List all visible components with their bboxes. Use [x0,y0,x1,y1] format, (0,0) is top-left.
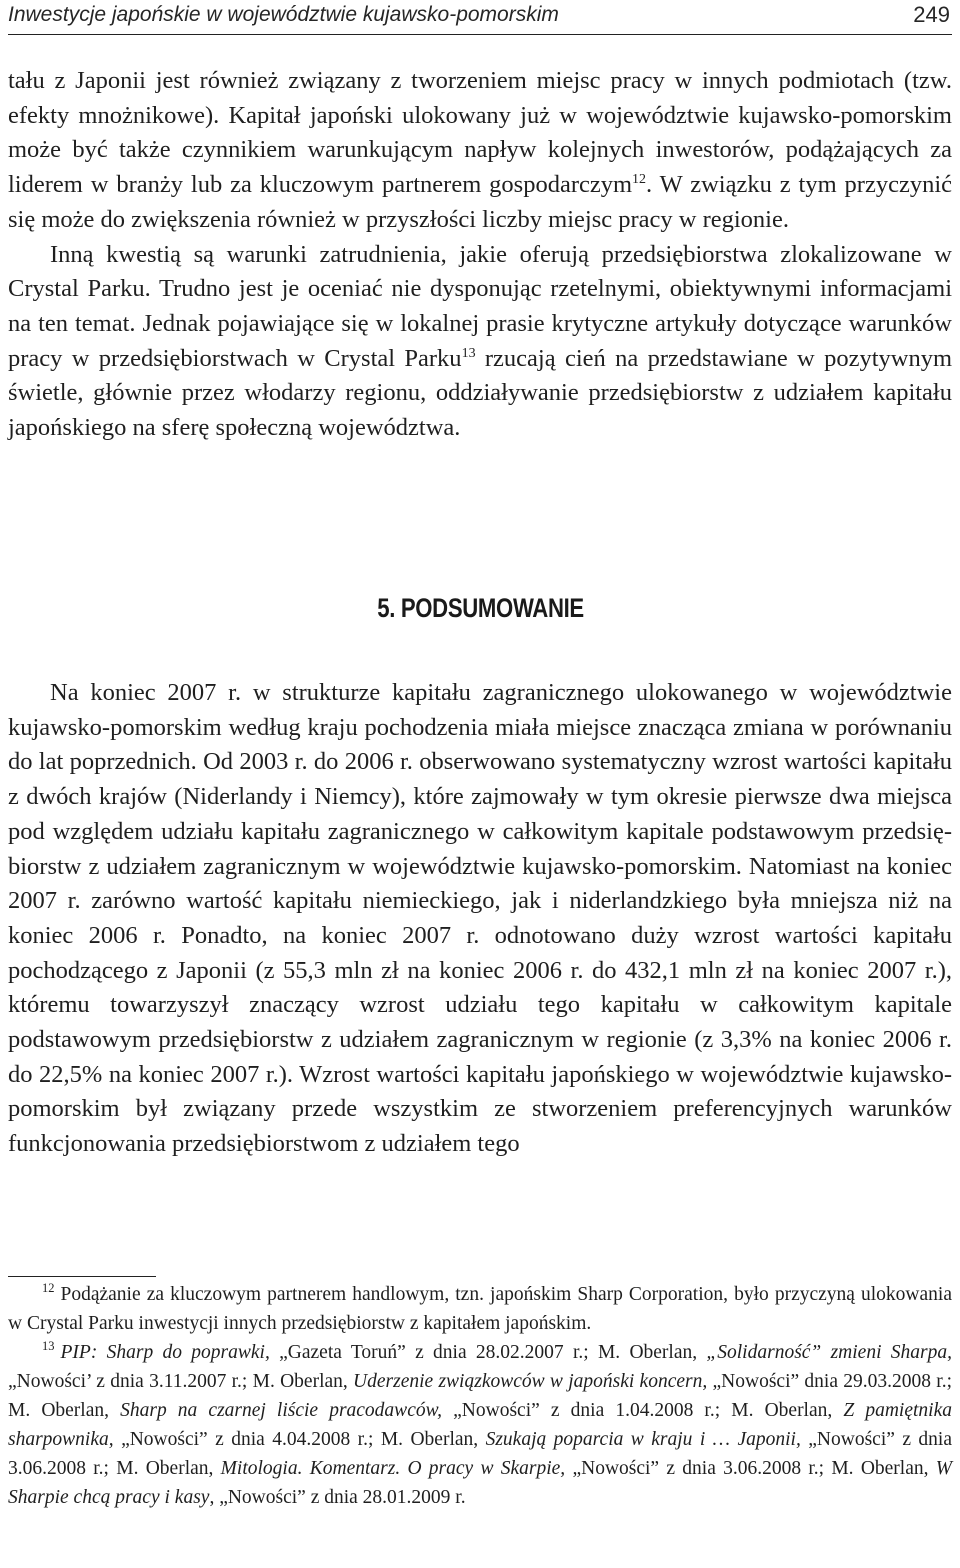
footnote-text: Podążanie za kluczowym partnerem handlowym, tzn. japońskim Sharp Corporation, było przyczyną ulokowania w Crystal Parku inwestycji innych przedsiębiorstw z kapitałem japońskim. [8,1284,952,1334]
page-number: 249 [913,2,950,27]
citation-title: Z pamiętnika sharpownika, [8,1400,952,1450]
running-header [8,0,952,35]
citation-title: PIP: Sharp do poprawki, [60,1342,270,1363]
citation-title: Mitologia. Komentarz. O pracy w Skarpie, [220,1458,566,1479]
footnote-divider [8,1276,156,1277]
citation-source: „Nowości” z dnia 4.04.2008 r.; M. Oberlan, [113,1429,486,1450]
footnote-13 [8,1338,952,1512]
body-text-upper [8,64,952,446]
paragraph-continued [8,64,952,238]
footnote-12 [8,1280,952,1338]
footnote-ref-13[interactable]: 13 [461,345,476,361]
citation-title: „Solidarność” zmieni Sharpa, [706,1342,952,1363]
citation-source: „Nowości’ z dnia 3.11.2007 r.; M. Oberlan, [8,1371,354,1392]
section-heading: 5. PODSUMOWANIE [377,593,584,623]
paragraph-text: Inną kwestią są warunki zatrudnienia, jakie oferują przedsiębiorstwa zlokalizowane w Crystal Parku. Trudno jest je oceniać nie dysponując rzetelnymi, obiektywnymi informacjami na ten temat. Jednak pojawiające się w lokalnej prasie krytyczne artykuły dotyczące warunków pracy w przedsiębiorstwach w Crystal Parku [8,240,952,372]
citation-source: „Gazeta Toruń” z dnia 28.02.2007 r.; M. Oberlan, [269,1342,707,1363]
citation-title: Sharp na czarnej liście pracodawców, [120,1400,443,1421]
footnote-number: 12 [42,1281,55,1295]
citation-source: „Nowości” z dnia 3.06.2008 r.; M. Oberlan, [8,1429,952,1479]
citation-source: „Nowości” z dnia 1.04.2008 r.; M. Oberlan, [442,1400,844,1421]
citation-source: „Nowości” dnia 29.03.2008 r.; M. Oberlan, [8,1371,952,1421]
footnote-number: 13 [42,1339,55,1353]
body-text-summary [8,676,952,1162]
paragraph-text: . W związku z tym przyczynić się może do zwiększenia również w przyszłości liczby miejsc pracy w regionie. [8,171,953,233]
citation-title: W Sharpie chcą pracy i kasy [8,1458,953,1508]
paragraph-summary: Na koniec 2007 r. w strukturze kapitału zagranicznego ulokowanego w województwie kujawsko-pomorskim według kraju pochodzenia miała miejsce znacząca zmiana w porównaniu do lat poprzednich. Od 2003 r. do 2006 r. obserwowano systematyczny wzrost wartości kapitału z dwóch krajów (Niderlandy i Niemcy), które zajmowały w tym okresie pierwsze dwa miejsca pod względem udziału kapitału zagranicznego w całkowitym kapitale podstawowym przedsiębiorstw z udziałem zagranicznym w województwie kujawsko-pomorskim. Natomiast na koniec 2007 r. zarówno wartość kapitału niemieckiego, jak i niderlandzkiego była mniejsza niż na koniec 2006 r. Ponadto, na koniec 2007 r. odnotowano duży wzrost wartości kapitału pochodzącego z Japonii (z 55,3 mln zł na koniec 2006 r. do 432,1 mln zł na koniec 2007 r.), któremu towarzyszył znaczący wzrost udziału tego kapitału w całkowitym kapitale podstawowym przedsiębiorstw z udziałem zagranicznym w regionie (z 3,3% na koniec 2006 r. do 22,5% na koniec 2007 r.). Wzrost wartości kapitału japońskiego w województwie kujawsko-pomorskim był związany przede wszystkim ze stworzeniem preferencyjnych warunków funkcjonowania przedsiębiorstwom z udziałem tego [8,679,952,1158]
running-title: Inwestycje japońskie w województwie kujawsko-pomorskim [8,3,559,26]
citation-source: , „Nowości” z dnia 28.01.2009 r. [209,1487,466,1508]
citation-title: Uderzenie związkowców w japoński koncern, [353,1371,708,1392]
paragraph-working-conditions [8,238,952,446]
footnote-ref-12[interactable]: 12 [632,172,647,188]
citation-title: Szukają poparcia w kraju i … Japonii, [485,1429,801,1450]
footnotes [8,1280,952,1512]
paragraph-text: tału z Japonii jest również związany z tworzeniem miejsc pracy w innych podmiotach (tzw. efekty mnożnikowe). Kapitał japoński ulokowany już w województwie kujawsko-pomorskim może być także czynnikiem warunkującym napływ kolejnych inwestorów, podążających za liderem w branży lub za kluczowym partnerem gospodarczym [8,67,952,199]
citation-source: „Nowości” z dnia 3.06.2008 r.; M. Oberlan, [565,1458,936,1479]
paragraph-text: rzucają cień na przedstawiane w pozytywnym świetle, głównie przez włodarzy regionu, oddziaływanie przedsiębiorstw z udziałem kapitału japońskiego na sferę społeczną województwa. [8,344,952,442]
